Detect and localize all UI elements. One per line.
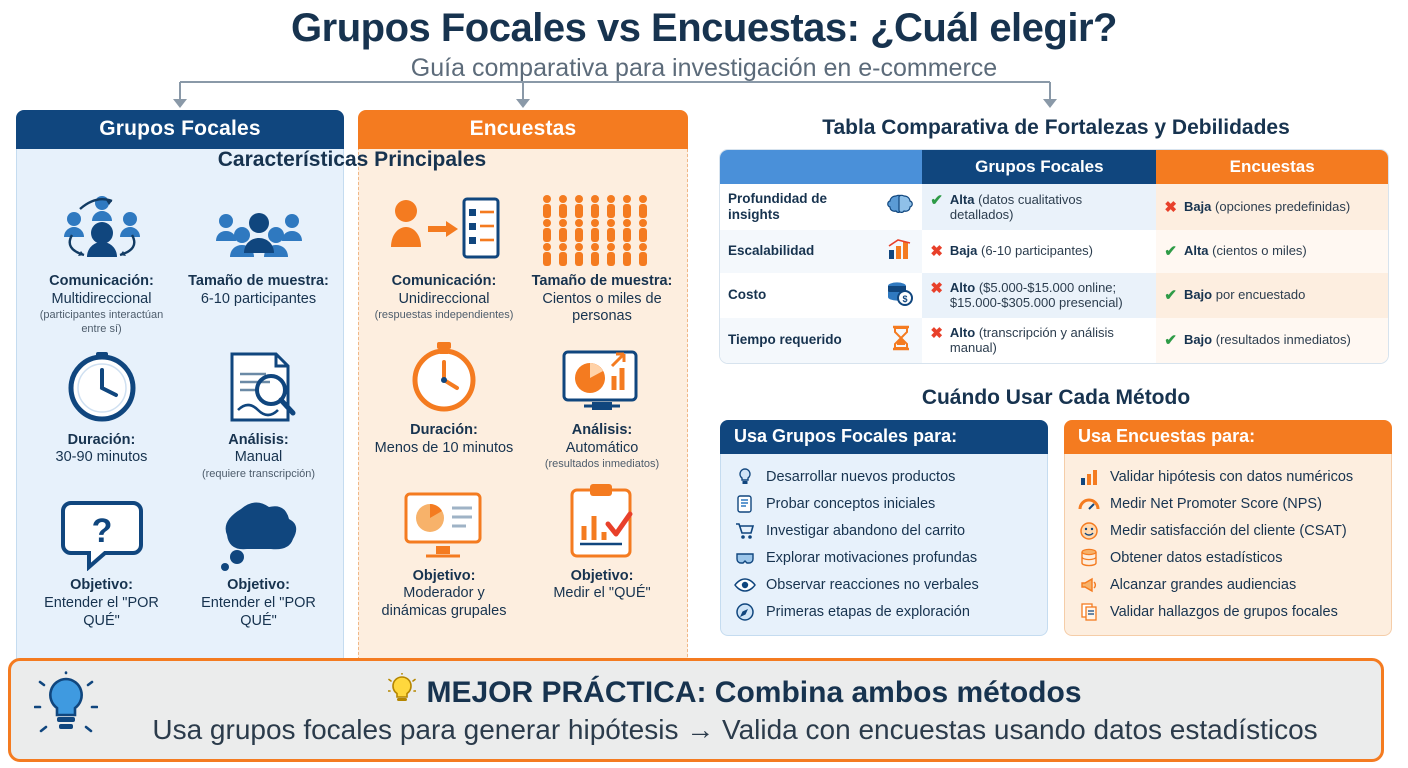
page-subtitle: Guía comparativa para investigación en e-commerce <box>410 53 998 82</box>
diving-mask-icon <box>733 547 757 569</box>
list-item-label: Medir satisfacción del cliente (CSAT) <box>1110 522 1347 539</box>
surveys-cell-communication <box>365 185 523 330</box>
best-practice-banner <box>8 658 1384 762</box>
focus-cell-6-label: Objetivo: <box>227 577 290 594</box>
surveys-cell-sample-size <box>523 185 681 330</box>
check-icon: ✔ <box>1164 242 1177 260</box>
characteristics-title: Características Principales <box>217 148 487 171</box>
surveys-cell-objective-what <box>523 480 681 625</box>
documents-icon <box>1077 601 1101 623</box>
table-row-4-label: Tiempo requerido <box>728 332 842 348</box>
hourglass-icon <box>888 325 914 355</box>
focus-groups-header: Grupos Focales <box>16 110 344 149</box>
list-item-label: Investigar abandono del carrito <box>766 522 966 539</box>
surveys-cell-4-value: Automático <box>565 439 639 456</box>
list-item-label: Obtener datos estadísticos <box>1110 549 1283 566</box>
table-row-1-surveys-detail: (opciones predefinidas) <box>1215 198 1351 214</box>
check-icon: ✔ <box>1164 331 1177 349</box>
list-item <box>1077 463 1381 490</box>
table-row-3-surveys-verdict: Bajo <box>1183 286 1213 302</box>
table-row-4-focus-detail: (transcripción y análisis manual) <box>949 324 1114 356</box>
list-item <box>733 490 1037 517</box>
surveys-panel <box>358 149 688 678</box>
best-practice-text <box>105 673 1365 746</box>
when-focus-header: Usa Grupos Focales para: <box>720 420 1048 454</box>
clipboard-chart-icon <box>529 484 675 562</box>
surveys-cell-5-value: Moderador y dinámicas grupales <box>381 585 507 619</box>
connector-arrows <box>0 78 1408 112</box>
table-row-4-surveys-verdict: Bajo <box>1183 331 1213 347</box>
focus-cell-duration <box>23 344 180 486</box>
table-row-4-focus-verdict: Alto <box>949 324 976 340</box>
shopping-cart-icon <box>733 520 757 542</box>
table-header-focus: Grupos Focales <box>922 150 1156 184</box>
focus-cell-1-value: Multidireccional <box>51 290 152 307</box>
eye-icon <box>733 574 757 596</box>
pie-chart-monitor-icon <box>371 484 517 562</box>
table-row-2-focus-detail: (6-10 participantes) <box>981 242 1093 258</box>
focus-groups-panel <box>16 149 344 678</box>
bar-chart-growth-icon <box>886 237 914 265</box>
focus-cell-5-label: Objetivo: <box>70 577 133 594</box>
table-row-2-focus <box>922 230 1156 272</box>
table-row-1-focus <box>922 184 1156 230</box>
comparison-table-title: Tabla Comparativa de Fortalezas y Debilidades <box>822 116 1290 139</box>
cross-icon: ✖ <box>930 242 943 260</box>
smiley-face-icon <box>1077 520 1101 542</box>
list-item <box>1077 517 1381 544</box>
cross-icon: ✖ <box>930 279 943 297</box>
table-header-surveys: Encuestas <box>1156 150 1388 184</box>
focus-cell-objective-why <box>23 489 180 634</box>
table-header-row <box>720 150 1388 184</box>
compass-icon <box>733 601 757 623</box>
list-item-label: Observar reacciones no verbales <box>766 576 979 593</box>
person-to-form-icon <box>371 189 517 267</box>
focus-cell-communication <box>23 185 180 340</box>
when-surveys-card <box>1064 420 1392 636</box>
table-row-1-surveys-verdict: Baja <box>1183 198 1212 214</box>
list-item <box>1077 490 1381 517</box>
svg-text:$: $ <box>902 294 908 305</box>
surveys-cell-6-value: Medir el "QUÉ" <box>553 585 651 602</box>
table-row-3-label: Costo <box>728 287 767 303</box>
list-item <box>1077 571 1381 598</box>
focus-cell-1-sub: (participantes interactúan entre sí) <box>39 309 164 335</box>
surveys-cell-duration <box>365 334 523 476</box>
table-row-1-focus-detail: (datos cualitativos detallados) <box>949 191 1083 223</box>
table-row <box>720 318 1388 363</box>
table-row-3-surveys <box>1156 273 1388 318</box>
group-of-people-icon <box>186 189 331 267</box>
coins-icon <box>886 280 914 310</box>
surveys-cell-objective-moderator <box>365 480 523 625</box>
focus-cell-analysis <box>180 344 337 486</box>
focus-cell-5-value: Entender el "POR QUÉ" <box>44 595 159 629</box>
list-item-label: Primeras etapas de exploración <box>766 603 970 620</box>
lightbulb-icon <box>34 671 98 750</box>
list-item-label: Alcanzar grandes audiencias <box>1110 576 1297 593</box>
chart-monitor-icon <box>529 338 675 416</box>
comparison-table <box>720 150 1388 363</box>
table-row <box>720 184 1388 230</box>
when-surveys-header: Usa Encuestas para: <box>1064 420 1392 454</box>
list-item <box>733 571 1037 598</box>
list-item <box>733 517 1037 544</box>
bar-chart-icon <box>1077 466 1101 488</box>
when-to-use-section <box>720 386 1392 636</box>
lightbulb-icon <box>388 673 416 712</box>
best-practice-detail: Usa grupos focales para generar hipótesis → Valida con encuestas usando datos estadísticos <box>152 714 1318 746</box>
table-header-criterion <box>720 150 922 184</box>
focus-cell-sample-size <box>180 185 337 340</box>
lightbulb-icon <box>733 466 757 488</box>
table-row-1-label: Profundidad de insights <box>728 191 827 223</box>
page-title: Grupos Focales vs Encuestas: ¿Cuál elegir? <box>291 6 1117 50</box>
surveys-cell-1-label: Comunicación: <box>391 273 497 289</box>
focus-cell-3-label: Duración: <box>67 431 136 448</box>
table-row-3-focus-verdict: Alto <box>949 279 976 295</box>
clock-icon <box>29 348 174 426</box>
surveys-column <box>358 110 688 678</box>
list-item-label: Desarrollar nuevos productos <box>766 468 956 485</box>
surveys-cell-3-value: Menos de 10 minutos <box>374 439 514 456</box>
focus-cell-4-sub: (requiere transcripción) <box>201 468 316 481</box>
surveys-cell-1-sub: (respuestas independientes) <box>374 309 514 322</box>
table-row-2-criterion <box>720 230 922 272</box>
table-row-2-focus-verdict: Baja <box>949 242 978 258</box>
list-item <box>733 544 1037 571</box>
table-row <box>720 273 1388 318</box>
table-row-4-surveys-detail: (resultados inmediatos) <box>1215 331 1351 347</box>
list-item-label: Validar hallazgos de grupos focales <box>1110 603 1338 620</box>
list-item <box>1077 544 1381 571</box>
bulb-left-wrap <box>27 671 105 750</box>
focus-cell-4-value: Manual <box>234 449 283 466</box>
surveys-cell-1-value: Unidireccional <box>398 290 490 307</box>
surveys-cell-6-label: Objetivo: <box>570 567 634 584</box>
check-icon: ✔ <box>930 191 943 209</box>
table-row-2-surveys <box>1156 230 1388 272</box>
focus-cell-3-value: 30-90 minutos <box>55 449 148 466</box>
surveys-header: Encuestas <box>358 110 688 149</box>
table-row-2-surveys-detail: (cientos o miles) <box>1212 242 1307 258</box>
focus-cell-1-label: Comunicación: <box>49 273 154 289</box>
list-item <box>733 463 1037 490</box>
table-row-3-focus <box>922 273 1156 318</box>
surveys-cell-3-label: Duración: <box>410 422 478 439</box>
multidirectional-communication-icon <box>29 189 174 267</box>
focus-cell-2-label: Tamaño de muestra: <box>188 273 329 289</box>
table-row-2-label: Escalabilidad <box>728 243 815 259</box>
table-row-3-criterion <box>720 273 922 318</box>
focus-cell-2-value: 6-10 participantes <box>200 290 317 307</box>
focus-cell-6-value: Entender el "POR QUÉ" <box>201 595 316 629</box>
table-row-1-focus-verdict: Alta <box>949 191 975 207</box>
when-focus-list <box>720 454 1048 636</box>
surveys-cell-2-value: Cientos o miles de personas <box>542 290 662 325</box>
megaphone-icon <box>1077 574 1101 596</box>
table-row-4-focus <box>922 318 1156 363</box>
comparison-table-section <box>720 116 1392 363</box>
table-row-4-surveys <box>1156 318 1388 363</box>
when-to-use-title: Cuándo Usar Cada Método <box>921 386 1191 409</box>
table-row-3-surveys-detail: por encuestado <box>1215 286 1306 302</box>
focus-cell-objective-why-2 <box>180 489 337 634</box>
surveys-cell-4-sub: (resultados inmediatos) <box>544 458 660 471</box>
focus-groups-column <box>16 110 344 678</box>
list-item-label: Medir Net Promoter Score (NPS) <box>1110 495 1322 512</box>
gauge-icon <box>1077 493 1101 515</box>
table-row-1-criterion <box>720 184 922 230</box>
list-item-label: Probar conceptos iniciales <box>766 495 936 512</box>
list-item <box>733 598 1037 625</box>
table-row-4-criterion <box>720 318 922 363</box>
surveys-cell-analysis <box>523 334 681 476</box>
database-icon <box>1077 547 1101 569</box>
brain-icon <box>886 193 914 221</box>
focus-cell-4-label: Análisis: <box>228 431 289 448</box>
table-row-2-surveys-verdict: Alta <box>1183 242 1209 258</box>
crowd-icon <box>529 189 675 267</box>
check-icon: ✔ <box>1164 286 1177 304</box>
best-practice-headline: MEJOR PRÁCTICA: Combina ambos métodos <box>426 676 1082 710</box>
cross-icon: ✖ <box>1164 198 1177 216</box>
surveys-cell-4-label: Análisis: <box>571 422 633 439</box>
surveys-cell-2-label: Tamaño de muestra: <box>531 273 673 289</box>
notes-icon <box>733 493 757 515</box>
document-magnifier-icon <box>186 348 331 426</box>
question-speech-bubble-icon <box>29 493 174 571</box>
stopwatch-icon <box>371 338 517 416</box>
cross-icon: ✖ <box>930 324 943 342</box>
table-row-3-focus-detail: ($5.000-$15.000 online; $15.000-$305.000 presencial) <box>949 279 1123 311</box>
when-surveys-list <box>1064 454 1392 636</box>
list-item-label: Validar hipótesis con datos numéricos <box>1110 468 1354 485</box>
svg-text:?: ? <box>91 512 112 551</box>
table-row <box>720 230 1388 272</box>
table-row-1-surveys <box>1156 184 1388 230</box>
list-item-label: Explorar motivaciones profundas <box>766 549 978 566</box>
when-focus-card <box>720 420 1048 636</box>
list-item <box>1077 598 1381 625</box>
thought-cloud-icon <box>186 493 331 571</box>
surveys-cell-5-label: Objetivo: <box>412 567 476 584</box>
